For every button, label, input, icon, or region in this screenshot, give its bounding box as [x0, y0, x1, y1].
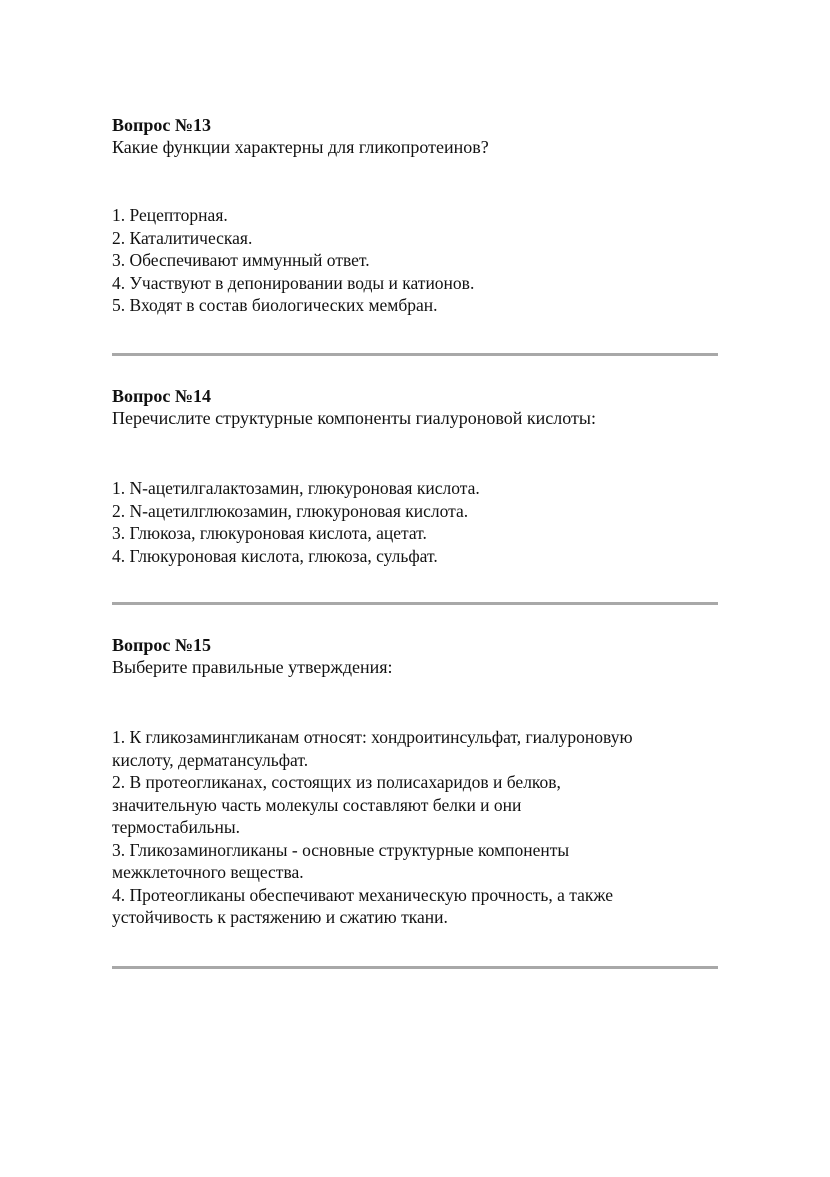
answers-15 — [112, 726, 722, 929]
answer-list — [112, 477, 722, 567]
question-title: Вопрос №15 — [112, 635, 211, 655]
question-prompt: Выберите правильные утверждения: — [112, 657, 393, 677]
question-14 — [112, 385, 722, 429]
question-title: Вопрос №13 — [112, 115, 211, 135]
answer-item: 4. Участвуют в депонировании воды и катионов. — [112, 272, 475, 293]
answer-item: термостабильны. — [112, 817, 241, 837]
question-prompt: Перечислите структурные компоненты гиалуроновой кислоты: — [112, 408, 596, 428]
answer-item: кислоту, дерматансульфат. — [112, 749, 309, 770]
answer-item: 1. К гликозамингликанам относят: хондроитинсульфат, гиалуроновую — [112, 727, 633, 747]
question-13 — [112, 114, 722, 158]
answer-list — [112, 204, 722, 317]
answer-item: 3. Гликозаминогликаны - основные структурные компоненты — [112, 839, 570, 860]
answer-item: межклеточного вещества. — [112, 862, 304, 882]
answer-item: 2. Каталитическая. — [112, 227, 253, 248]
answer-item: устойчивость к растяжению и сжатию ткани. — [112, 907, 448, 927]
divider — [112, 602, 718, 605]
question-title: Вопрос №14 — [112, 386, 211, 406]
answer-list — [112, 726, 722, 929]
question-15 — [112, 634, 722, 678]
answer-item: 4. Протеогликаны обеспечивают механическую прочность, а также — [112, 884, 614, 905]
answer-item: 2. В протеогликанах, состоящих из полисахаридов и белков, — [112, 772, 561, 792]
divider — [112, 966, 718, 969]
answer-item: значительную часть молекулы составляют белки и они — [112, 794, 522, 815]
answer-item: 2. N-ацетилглюкозамин, глюкуроновая кислота. — [112, 500, 469, 521]
question-prompt: Какие функции характерны для гликопротеинов? — [112, 137, 489, 157]
answers-13 — [112, 204, 722, 317]
answer-item: 3. Глюкоза, глюкуроновая кислота, ацетат. — [112, 523, 427, 543]
answer-item: 1. N-ацетилгалактозамин, глюкуроновая кислота. — [112, 478, 480, 498]
answers-14 — [112, 477, 722, 567]
answer-item: 4. Глюкуроновая кислота, глюкоза, сульфат. — [112, 545, 438, 566]
answer-item: 5. Входят в состав биологических мембран. — [112, 295, 438, 315]
divider — [112, 353, 718, 356]
answer-item: 3. Обеспечивают иммунный ответ. — [112, 250, 370, 270]
answer-item: 1. Рецепторная. — [112, 205, 228, 225]
